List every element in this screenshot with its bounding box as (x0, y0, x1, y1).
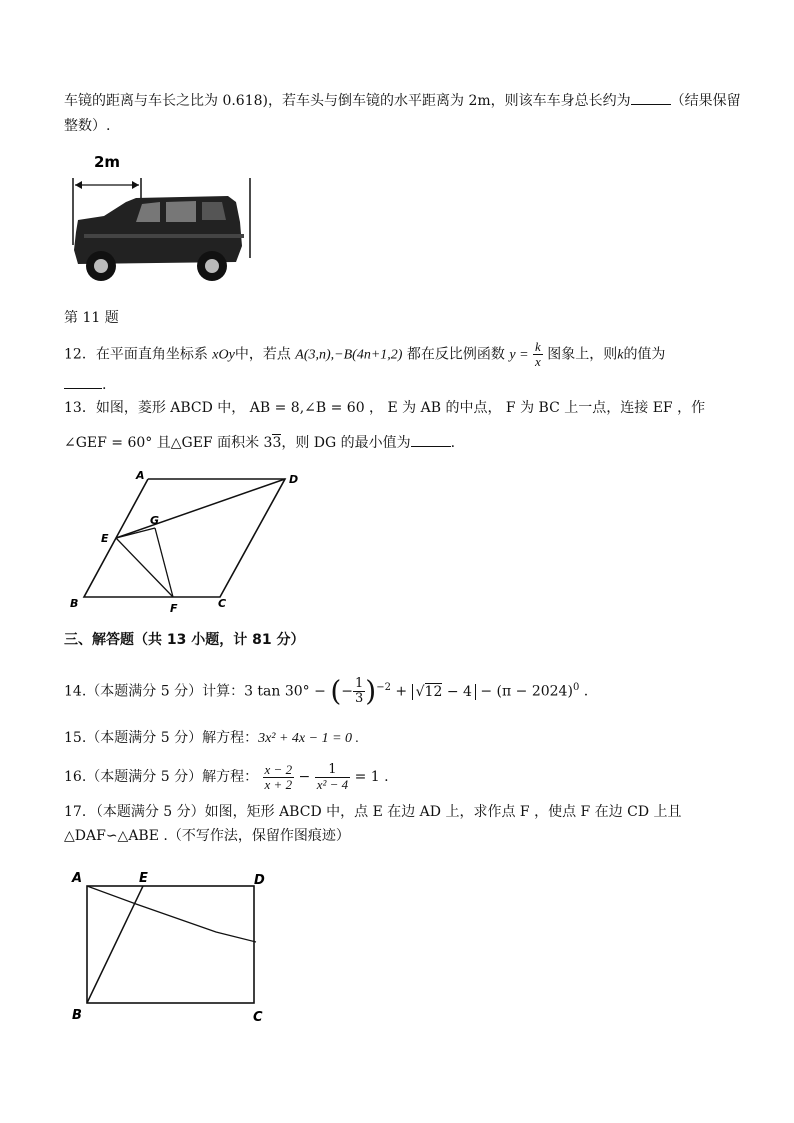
answer-blank (64, 374, 102, 389)
q14-line: 14.（本题满分 5 分）计算：3 tan 30° − (− $\frac{1}{3}$ )$^{-2} + √12 - 4 - (\pi - 2024)^0$ . (64, 674, 589, 708)
q17-line2: △DAF∽△ABE .（不写作法，保留作图痕迹） (64, 828, 350, 844)
q15-line: 15.（本题满分 5 分）解方程：3x² + 4x − 1 = 0 . (64, 730, 360, 746)
car-figure (64, 150, 264, 290)
q17-line1: 17．（本题满分 5 分）如图，矩形 ABCD 中，点 E 在边 AD 上，求作点 F ，使点 F 在边 CD 上且 (64, 804, 682, 820)
q16-fraction-1: $\frac{x - 2}{x + 2}$ (264, 761, 293, 792)
car-silhouette (74, 196, 244, 281)
label-c: C (253, 1010, 263, 1025)
label-d: D (289, 473, 299, 486)
segment-eg (116, 528, 155, 538)
dimension-label: 2m (94, 153, 121, 171)
segment-ef (116, 538, 173, 597)
q16-line: 16.（本题满分 5 分）解方程： $\frac{x - 2}{x + 2}$ − $\frac{1}{\text{x² − 4}}$ = 1 . (64, 761, 389, 792)
label-g: G (150, 514, 160, 527)
q11-line2: 整数）. (64, 118, 111, 134)
rhombus-abcd (84, 479, 285, 597)
label-e: E (139, 871, 148, 886)
q12-line2: . (64, 374, 106, 395)
label-c: C (218, 597, 227, 610)
segment-ed (116, 479, 285, 538)
rectangle-figure (66, 862, 276, 1027)
label-d: D (254, 873, 265, 888)
label-b: B (70, 597, 79, 610)
label-e: E (101, 532, 109, 545)
section-heading: 三、解答题（共 13 小题，计 81 分） (64, 632, 305, 648)
inverse-function-fraction: $\frac{k}{x}$ (534, 339, 541, 369)
answer-blank (631, 90, 671, 105)
segment-gf (155, 528, 173, 597)
q16-fraction-2: $\frac{1}{\text{x² − 4}}$ (316, 761, 349, 792)
q13-line2: ∠GEF = 60° 且△GEF 面积米 33，则 DG 的最小值为 . (64, 432, 455, 453)
label-f: F (170, 602, 178, 615)
label-a: A (136, 469, 145, 482)
rectangle-abcd (87, 886, 254, 1003)
label-a: A (72, 871, 83, 886)
answer-blank (411, 432, 451, 447)
q11-line1: 车镜的距离与车长之比为 0.618)，若车头与倒车镜的水平距离为 2m，则该车车身总长约为 （结果保留 (64, 90, 741, 111)
q12-line1: 12．在平面直角坐标系 xOy中，若点 A(3,n),−B(4n+1,2) 都在反比例函数 y = $\frac{k}{x}$ 图象上，则k的值为 (64, 339, 666, 369)
figure-caption: 第 11 题 (64, 310, 119, 326)
q14-absolute-value: √12 − 4 (412, 684, 476, 700)
construction-trace (87, 886, 256, 942)
label-b: B (72, 1008, 82, 1023)
q13-line1: 13．如图，菱形 ABCD 中， AB = 8,∠B = 60 ， E 为 AB 的中点， F 为 BC 上一点，连接 EF ，作 (64, 400, 706, 416)
rhombus-figure (60, 465, 310, 620)
q14-fraction: $\frac{1}{3}$ (355, 676, 364, 707)
